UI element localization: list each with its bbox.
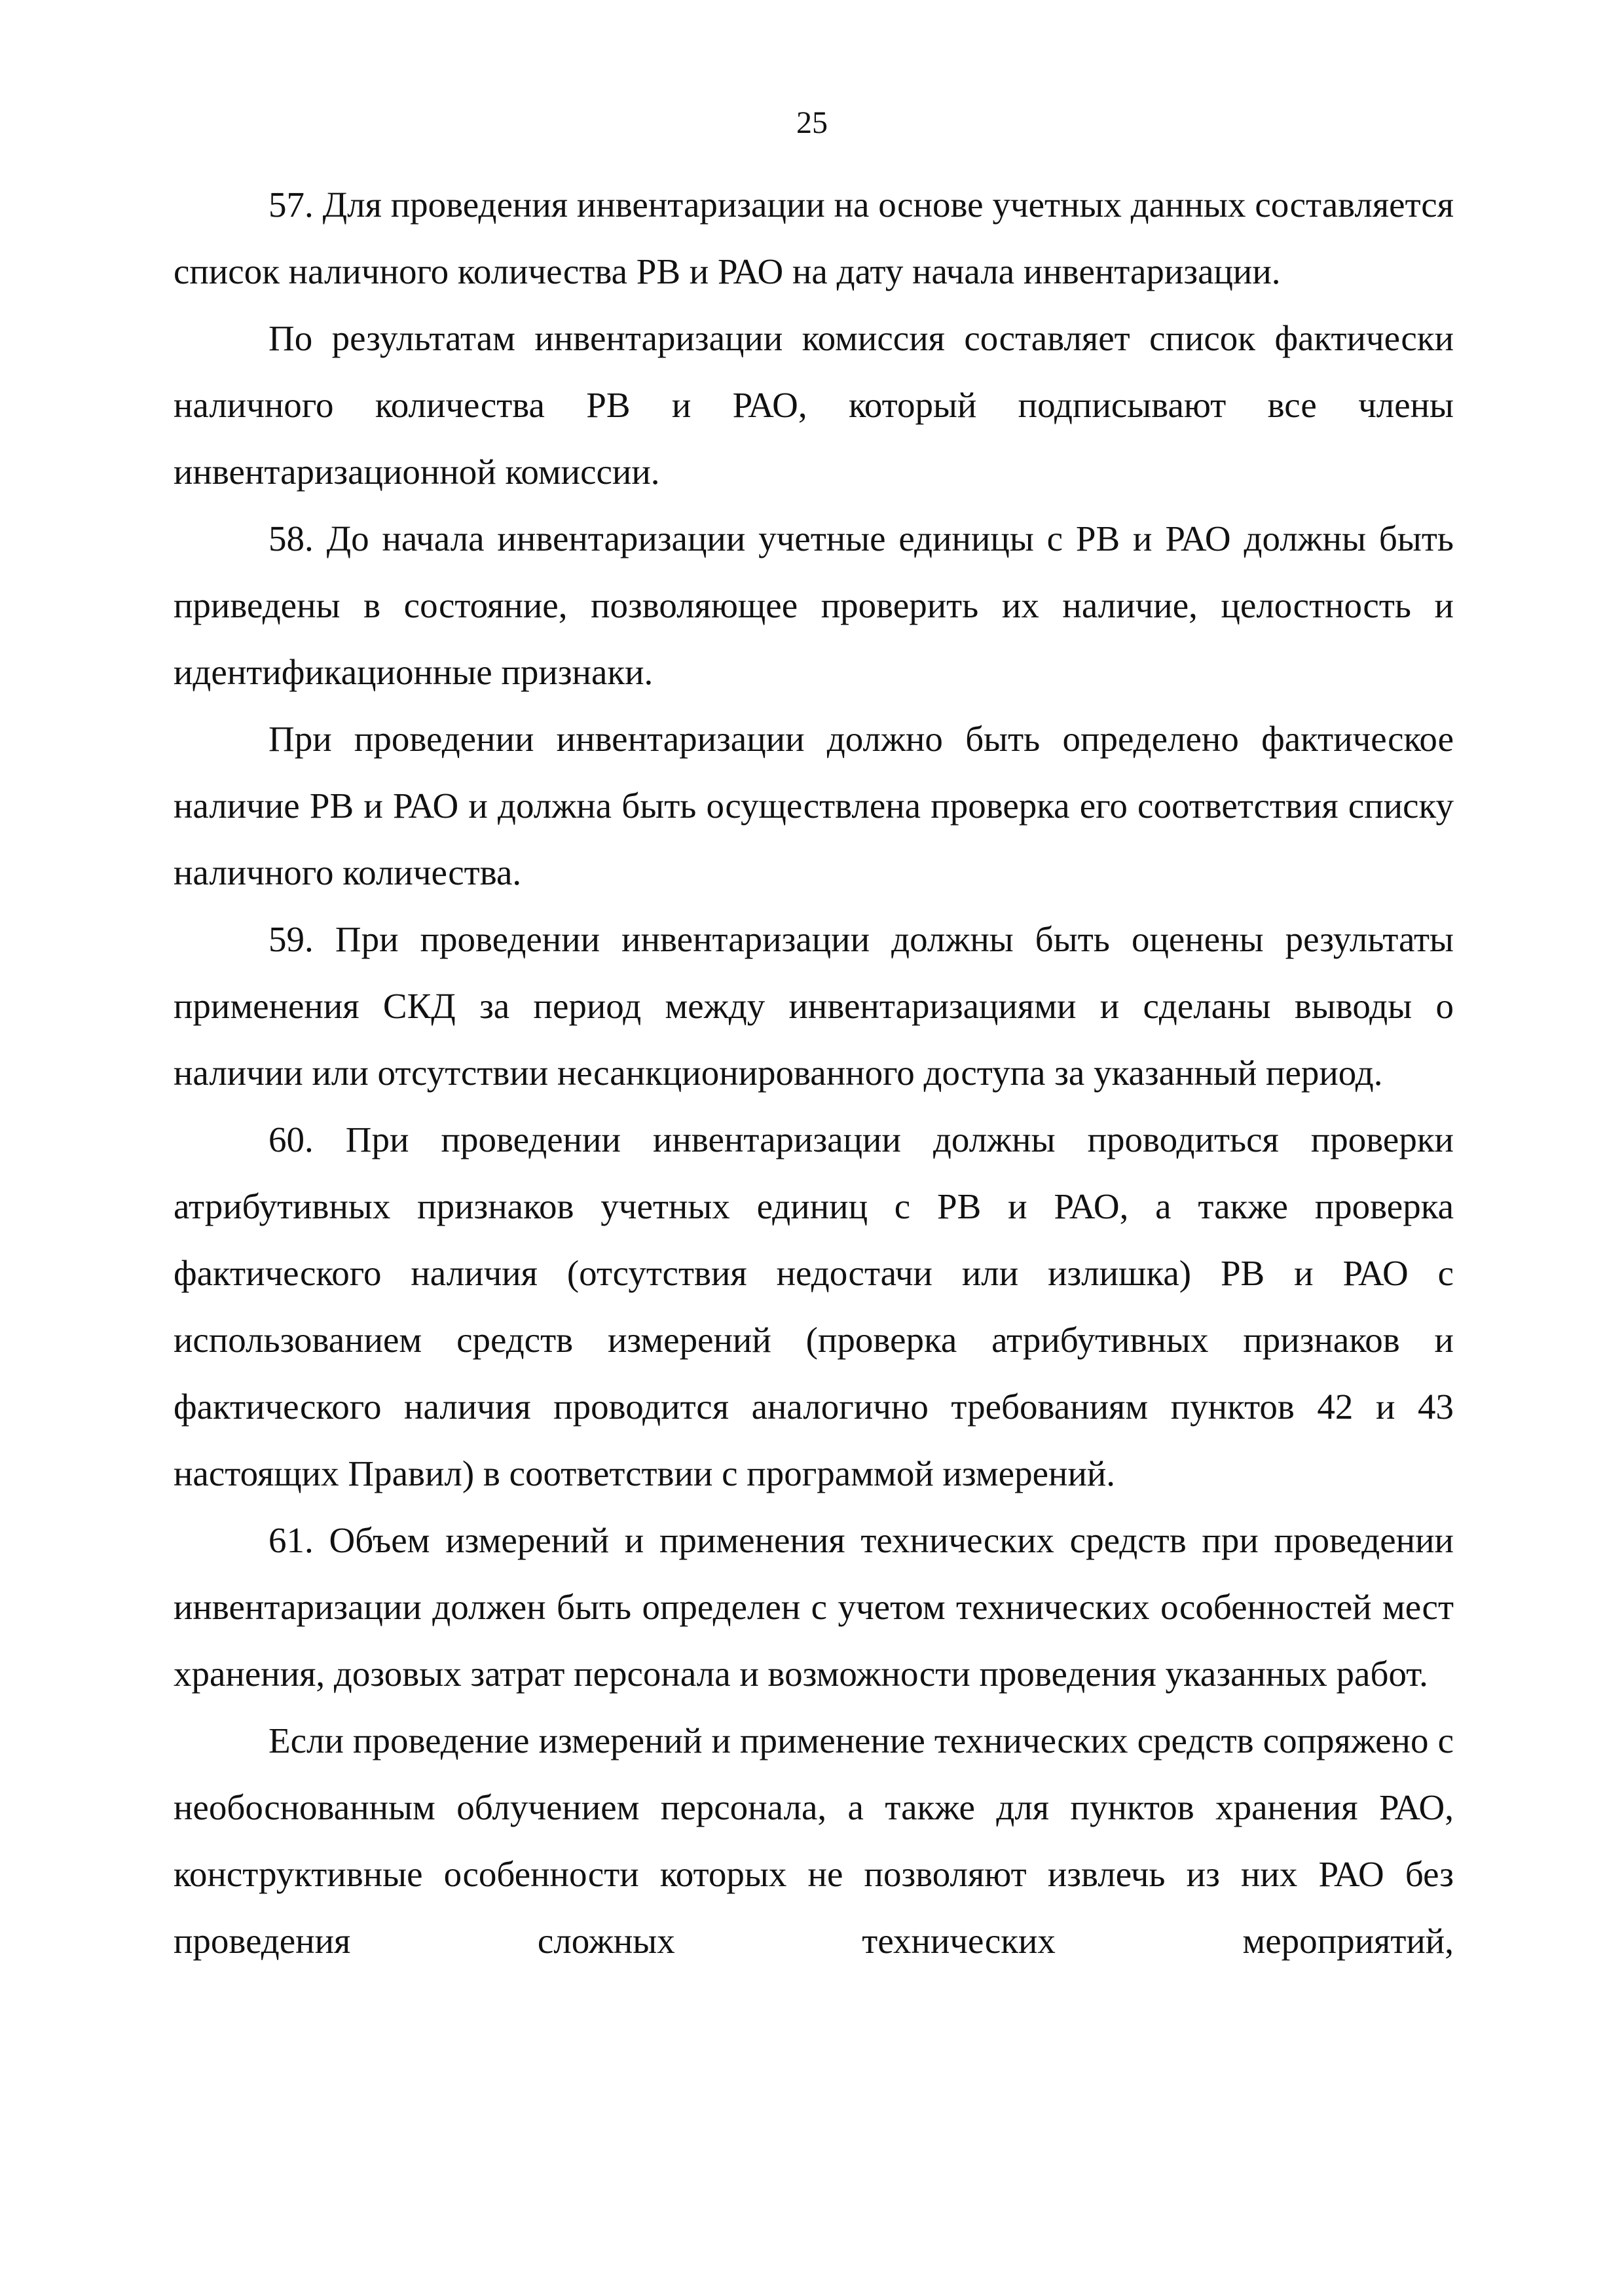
page-number: 25: [796, 105, 828, 140]
paragraph-58: 58. До начала инвентаризации учетные единицы с РВ и РАО должны быть приведены в состояние, позволяющее проверить их наличие, целостность и идентификационные признаки.: [174, 519, 1454, 692]
paragraph-61-exception: Если проведение измерений и применение технических средств сопряжено с необоснованным облучением персонала, а также для пунктов хранения РАО, конструктивные особенности которых не позволяют извлечь из них РАО без проведения сложных технических мероприятий,: [174, 1721, 1454, 1961]
paragraph-59: 59. При проведении инвентаризации должны быть оценены результаты применения СКД за период между инвентаризациями и сделаны выводы о наличии или отсутствии несанкционированного доступа за указанный период.: [174, 919, 1454, 1093]
paragraph-61: 61. Объем измерений и применения технических средств при проведении инвентаризации должен быть определен с учетом технических особенностей мест хранения, дозовых затрат персонала и возможности проведения указанных работ.: [174, 1520, 1454, 1694]
paragraph-58-check: При проведении инвентаризации должно быть определено фактическое наличие РВ и РАО и должна быть осуществлена проверка его соответствия списку наличного количества.: [174, 719, 1454, 892]
paragraph-60: 60. При проведении инвентаризации должны проводиться проверки атрибутивных признаков учетных единиц с РВ и РАО, а также проверка фактического наличия (отсутствия недостачи или излишка) РВ и РАО с использованием средств измерений (проверка атрибутивных признаков и фактического наличия проводится аналогично требованиям пунктов 42 и 43 настоящих Правил) в соответствии с программой измерений.: [174, 1120, 1454, 1493]
body-text: [174, 172, 1454, 1975]
paragraph-57: 57. Для проведения инвентаризации на основе учетных данных составляется список наличного количества РВ и РАО на дату начала инвентаризации.: [174, 185, 1454, 291]
paragraph-57-results: По результатам инвентаризации комиссия составляет список фактически наличного количества РВ и РАО, который подписывают все члены инвентаризационной комиссии.: [174, 318, 1454, 492]
